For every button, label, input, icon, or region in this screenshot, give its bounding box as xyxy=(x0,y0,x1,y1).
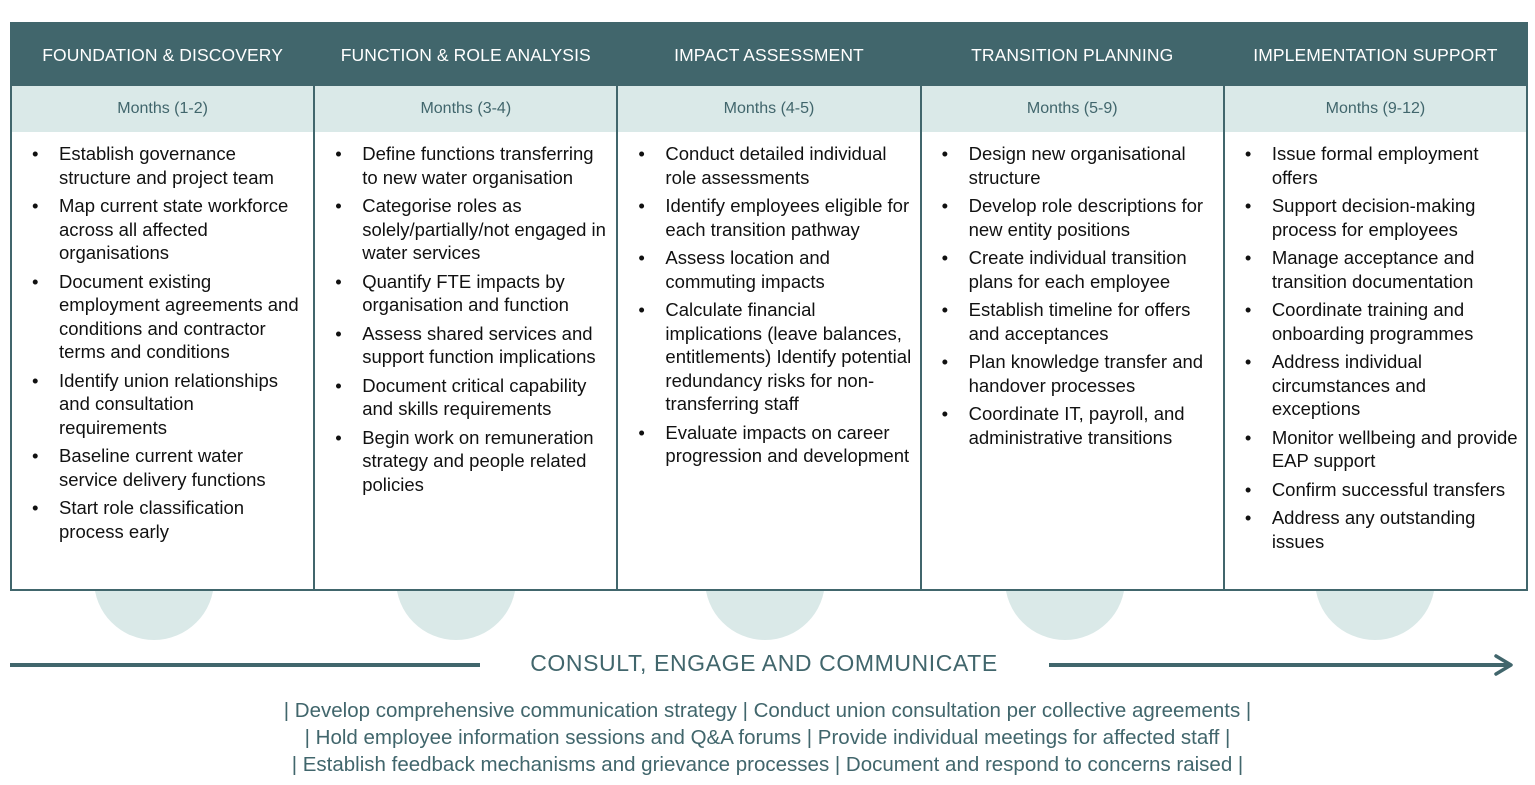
phase-task-item xyxy=(335,194,608,265)
phase-title: IMPLEMENTATION SUPPORT xyxy=(1225,24,1526,86)
bullet-icon: • xyxy=(1244,143,1252,164)
phase-task-item xyxy=(638,246,911,293)
phase-task-list xyxy=(335,142,608,496)
phase-title: FOUNDATION & DISCOVERY xyxy=(12,24,313,86)
phase-task-item xyxy=(1245,246,1518,293)
phase-task-text: Confirm successful transfers xyxy=(1271,478,1506,500)
phase-column xyxy=(315,24,618,589)
phase-column xyxy=(1225,24,1526,589)
communication-activities xyxy=(0,697,1535,778)
phase-task-text: Baseline current water service delivery functions xyxy=(59,445,266,490)
phase-task-list xyxy=(942,142,1215,449)
phase-body xyxy=(315,132,616,589)
phase-column xyxy=(12,24,315,589)
phase-task-list xyxy=(1245,142,1518,553)
phase-task-item xyxy=(1245,298,1518,345)
bullet-icon: • xyxy=(32,143,39,164)
phase-months: Months (3-4) xyxy=(315,86,616,132)
phase-task-text: Establish governance structure and project team xyxy=(59,143,274,188)
phase-task-text: Manage acceptance and transition documentation xyxy=(1271,247,1475,292)
phase-title: FUNCTION & ROLE ANALYSIS xyxy=(315,24,616,86)
bullet-icon: • xyxy=(638,247,645,268)
phase-task-text: Categorise roles as solely/partially/not engaged in water services xyxy=(362,195,606,263)
bullet-icon: • xyxy=(32,445,39,466)
phase-task-item xyxy=(32,270,305,364)
phase-task-item xyxy=(32,194,305,265)
phase-task-text: Plan knowledge transfer and handover processes xyxy=(968,351,1204,396)
consult-title: CONSULT, ENGAGE AND COMMUNICATE xyxy=(530,650,998,676)
phase-task-item xyxy=(1245,506,1518,553)
phase-task-item xyxy=(32,369,305,440)
bullet-icon: • xyxy=(32,497,39,518)
phase-body xyxy=(618,132,919,589)
phase-task-list xyxy=(32,142,305,543)
arrow-line-right xyxy=(1049,663,1511,667)
bullet-icon: • xyxy=(335,270,342,292)
phase-task-item xyxy=(335,322,608,369)
phase-task-text: Create individual transition plans for each employee xyxy=(968,247,1187,292)
bullet-icon: • xyxy=(32,369,39,391)
bullet-icon: • xyxy=(638,143,645,164)
bullet-icon: • xyxy=(1244,426,1252,448)
phase-task-text: Evaluate impacts on career progression and development xyxy=(665,421,910,466)
phase-task-item xyxy=(638,421,911,468)
bullet-icon: • xyxy=(638,299,645,320)
bullet-icon: • xyxy=(638,421,645,443)
phase-task-item xyxy=(638,142,911,189)
phase-task-text: Conduct detailed individual role assessments xyxy=(665,143,887,188)
phase-body xyxy=(922,132,1223,589)
phase-task-text: Coordinate IT, payroll, and administrative transitions xyxy=(968,403,1185,448)
phase-task-item xyxy=(32,142,305,189)
phase-task-text: Quantify FTE impacts by organisation and function xyxy=(362,270,569,315)
phase-task-text: Establish timeline for offers and acceptances xyxy=(968,299,1191,344)
phase-task-item xyxy=(1245,478,1518,502)
phase-task-text: Document existing employment agreements and conditions and contractor terms and conditions xyxy=(59,270,299,362)
phase-task-text: Monitor wellbeing and provide EAP support xyxy=(1271,426,1518,471)
phase-task-text: Identify employees eligible for each transition pathway xyxy=(665,195,910,240)
phase-task-text: Map current state workforce across all affected organisations xyxy=(59,195,289,263)
bullet-icon: • xyxy=(941,403,949,424)
bullet-icon: • xyxy=(1244,507,1252,528)
phase-task-item xyxy=(942,402,1215,449)
phase-task-text: Calculate financial implications (leave balances, entitlements) Identify potential redundancy risks for non-transferring staff xyxy=(665,299,912,414)
phase-column xyxy=(618,24,921,589)
phase-task-text: Coordinate training and onboarding programmes xyxy=(1271,299,1474,344)
bullet-icon: • xyxy=(1244,247,1252,268)
bullet-icon: • xyxy=(941,247,949,268)
phase-task-text: Document critical capability and skills requirements xyxy=(362,374,587,419)
communication-line-1: | Develop comprehensive communication strategy | Conduct union consultation per collective agreements | xyxy=(283,699,1252,722)
phase-task-text: Support decision-making process for employees xyxy=(1271,195,1476,240)
phase-months: Months (5-9) xyxy=(922,86,1223,132)
phase-task-text: Assess location and commuting impacts xyxy=(665,247,830,292)
phase-task-text: Design new organisational structure xyxy=(968,143,1186,188)
phase-task-item xyxy=(638,194,911,241)
bullet-icon: • xyxy=(941,195,949,216)
phase-task-item xyxy=(942,246,1215,293)
bullet-icon: • xyxy=(941,143,949,164)
phase-task-item xyxy=(1245,194,1518,241)
phase-task-item xyxy=(32,496,305,543)
phase-months: Months (1-2) xyxy=(12,86,313,132)
phase-task-item xyxy=(942,142,1215,189)
phase-body xyxy=(1225,132,1526,589)
bullet-icon: • xyxy=(1244,351,1252,372)
phase-column xyxy=(922,24,1225,589)
phase-title: IMPACT ASSESSMENT xyxy=(618,24,919,86)
arrow-right-icon xyxy=(1492,654,1514,676)
phase-task-text: Address individual circumstances and exceptions xyxy=(1271,351,1427,419)
phase-task-item xyxy=(638,298,911,416)
phase-task-text: Assess shared services and support function implications xyxy=(362,322,596,367)
bullet-icon: • xyxy=(32,270,39,292)
phase-task-item xyxy=(1245,142,1518,189)
phases-table xyxy=(10,22,1528,591)
phase-body xyxy=(12,132,313,589)
phase-task-item xyxy=(335,374,608,421)
phase-months: Months (4-5) xyxy=(618,86,919,132)
phase-task-item xyxy=(335,270,608,317)
communication-line-2: | Hold employee information sessions and Q&A forums | Provide individual meetings for affected staff | xyxy=(304,726,1231,749)
phase-task-item xyxy=(942,298,1215,345)
arrow-line-left xyxy=(10,663,480,667)
phase-months: Months (9-12) xyxy=(1225,86,1526,132)
bullet-icon: • xyxy=(32,195,39,216)
bullet-icon: • xyxy=(1244,195,1252,216)
bullet-icon: • xyxy=(941,299,949,320)
phase-task-text: Define functions transferring to new water organisation xyxy=(362,143,594,188)
phase-task-text: Address any outstanding issues xyxy=(1271,507,1476,552)
bullet-icon: • xyxy=(335,322,342,344)
phase-task-item xyxy=(1245,426,1518,473)
phase-task-text: Identify union relationships and consultation requirements xyxy=(59,369,279,438)
phase-task-item xyxy=(32,444,305,491)
phase-title: TRANSITION PLANNING xyxy=(922,24,1223,86)
phase-task-text: Issue formal employment offers xyxy=(1271,143,1479,188)
bullet-icon: • xyxy=(1244,299,1252,320)
bullet-icon: • xyxy=(1244,478,1252,500)
phase-task-item xyxy=(335,142,608,189)
phase-task-text: Start role classification process early xyxy=(59,497,245,542)
phase-task-item xyxy=(335,426,608,497)
phase-task-item xyxy=(1245,350,1518,421)
phase-task-text: Begin work on remuneration strategy and people related policies xyxy=(362,426,594,495)
phase-task-text: Develop role descriptions for new entity positions xyxy=(968,195,1204,240)
bullet-icon: • xyxy=(638,195,645,216)
bullet-icon: • xyxy=(335,143,342,164)
bullet-icon: • xyxy=(335,195,342,216)
phase-task-item xyxy=(942,194,1215,241)
bullet-icon: • xyxy=(941,351,949,372)
bullet-icon: • xyxy=(335,426,342,448)
phase-task-item xyxy=(942,350,1215,397)
phase-task-list xyxy=(638,142,911,468)
bullet-icon: • xyxy=(335,374,342,396)
communication-line-3: | Establish feedback mechanisms and grievance processes | Document and respond to concerns raised | xyxy=(291,753,1244,776)
